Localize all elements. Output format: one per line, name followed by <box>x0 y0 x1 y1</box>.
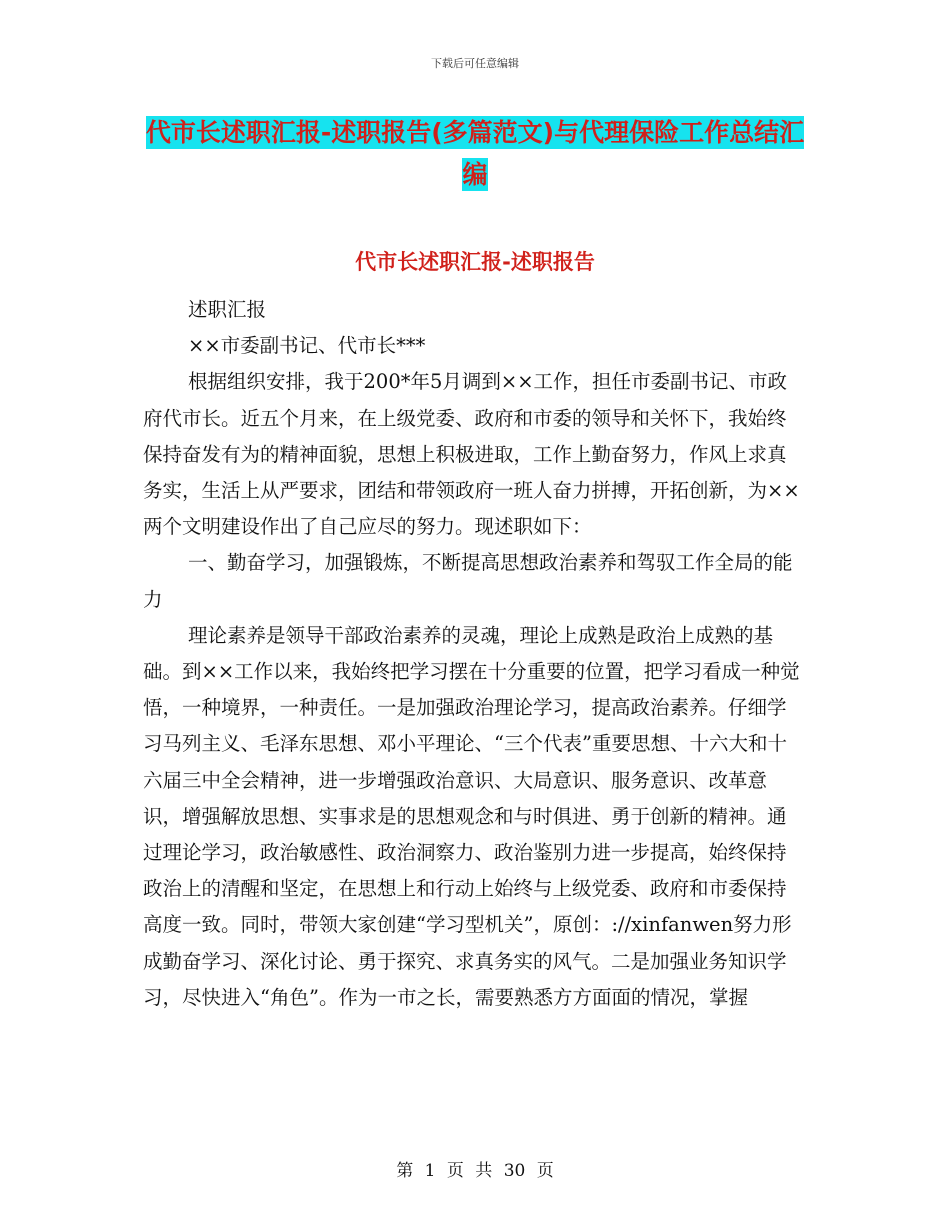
paragraph-author: ××市委副书记、代市长*** <box>188 334 426 358</box>
paragraph-heading: 述职汇报 <box>188 298 267 321</box>
paragraph-section-one-heading: 一、勤奋学习，加强锻炼，不断提高思想政治素养和驾驭工作全局的能力 <box>143 551 793 611</box>
main-title <box>140 112 810 196</box>
main-title-text: 代市长述职汇报-述职报告(多篇范文)与代理保险工作总结汇编 <box>145 118 805 189</box>
page-footer: 第 1 页 共 30 页 <box>396 1161 554 1181</box>
body-text <box>143 292 805 1016</box>
paragraph-section-one-body: 理论素养是领导干部政治素养的灵魂，理论上成熟是政治上成熟的基础。到××工作以来，我始终把学习摆在十分重要的位置，把学习看成一种觉悟，一种境界，一种责任。一是加强政治理论学习，提高政治素养。仔细学习马列主义、毛泽东思想、邓小平理论、“三个代表”重要思想、十六大和十六届三中全会精神，进一步增强政治意识、大局意识、服务意识、改革意识，增强解放思想、实事求是的思想观念和与时俱进、勇于创新的精神。通过理论学习，政治敏感性、政治洞察力、政治鉴别力进一步提高，始终保持政治上的清醒和坚定，在思想上和行动上始终与上级党委、政府和市委保持高度一致。同时，带领大家创建“学习型机关”，原创：://xinfanwen努力形成勤奋学习、深化讨论、勇于探究、求真务实的风气。二是加强业务知识学习，尽快进入“角色”。作为一市之长，需要熟悉方方面面的情况，掌握 <box>143 623 800 1009</box>
header-note: 下载后可任意编辑 <box>431 57 519 70</box>
paragraph-intro: 根据组织安排，我于200*年5月调到××工作，担任市委副书记、市政府代市长。近五个月来，在上级党委、政府和市委的领导和关怀下，我始终保持奋发有为的精神面貌，思想上积极进取，工作上勤奋努力，作风上求真务实，生活上从严要求，团结和带领政府一班人奋力拼搏，开拓创新，为××两个文明建设作出了自己应尽的努力。现述职如下： <box>143 370 800 539</box>
section-title: 代市长述职汇报-述职报告 <box>355 250 595 274</box>
